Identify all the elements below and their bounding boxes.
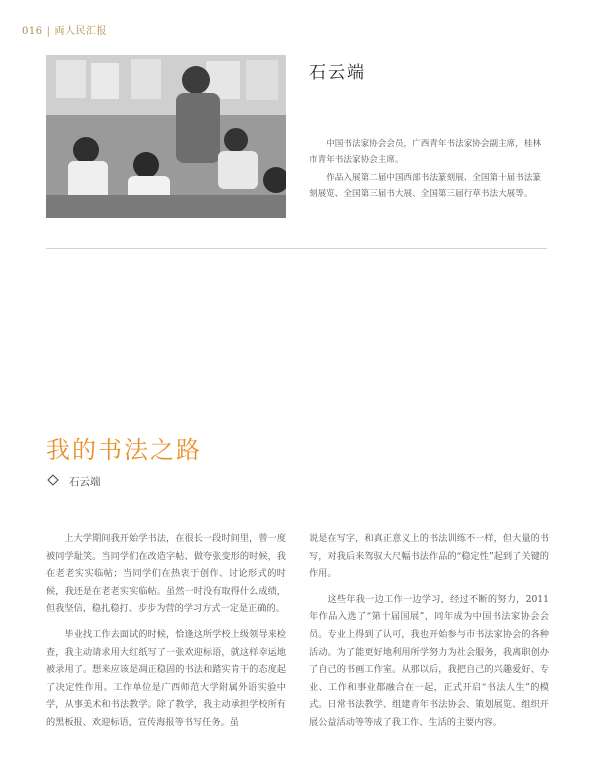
profile-name: 石云端 (309, 63, 366, 83)
header-separator: | (46, 26, 51, 37)
classroom-photo-illustration (46, 55, 286, 218)
diamond-icon (47, 474, 58, 485)
body-paragraph: 这些年我一边工作一边学习，经过不断的努力，2011年作品入选了“第十届国展”，同年成为中国书法家协会会员。专业上得到了认可，我也开始参与市书法家协会的各种活动。为了能更好地利用所学努力为社会服务，我离职创办了自己的书画工作室。从那以后，我把自己的兴趣爱好、专业、工作和事业都融合在一起，正式开启“书法人生”的模式。日常书法教学、组建青年书法协会、策划展览、组织开展公益活动等等成了我工作、生活的主要内容。 (309, 593, 549, 728)
magazine-name: 両人民汇报 (54, 26, 107, 37)
page-number: 016 (22, 26, 43, 37)
article-column-right (309, 530, 549, 740)
classroom-photo (46, 55, 286, 218)
section-divider (46, 248, 547, 249)
body-paragraph: 说是在写字，和真正意义上的书法训练不一样，但大量的书写，对我后来驾驭大尺幅书法作品的“稳定性”起到了关键的作用。 (309, 533, 549, 580)
article-title: 我的书法之路 (46, 436, 202, 464)
page-header (22, 22, 107, 37)
profile-bio (309, 136, 549, 204)
author-name: 石云端 (69, 476, 101, 488)
bio-paragraph: 作品入展第二届中国西部书法篆刻展、全国第十届书法篆刻展览、全国第三届书大展、全国第三届行草书法大展等。 (309, 173, 542, 199)
article-author (46, 474, 101, 489)
bio-paragraph: 中国书法家协会会员，广西青年书法家协会副主席，桂林市青年书法家协会主席。 (309, 139, 542, 165)
article-column-left (46, 530, 286, 740)
body-paragraph: 毕业找工作去面试的时候，恰逢这所学校上级领导来检查，我主动请求用大红纸写了一张欢迎标语，就这样幸运地被录用了。想来应该是凋正稳固的书法和踏实肯干的态度起了决定性作用。工作单位是广西师范大学附属外语实验中学，从事美术和书法教学。除了教学，我主动承担学校所有的黑板报、欢迎标语，宣传海报等书写任务。虽 (46, 628, 286, 728)
body-paragraph: 上大学期间我开始学书法，在很长一段时间里，曾一度被同学耻笑。当同学们在改造字帖、做夸张变形的时候，我在老老实实临帖；当同学们在热衷于创作、讨论形式的时候，我还是在老老实实临帖。虽然一时没有取得什么成绩，但我坚信，稳扎稳打、步步为营的学习方式一定是正确的。 (46, 533, 286, 615)
